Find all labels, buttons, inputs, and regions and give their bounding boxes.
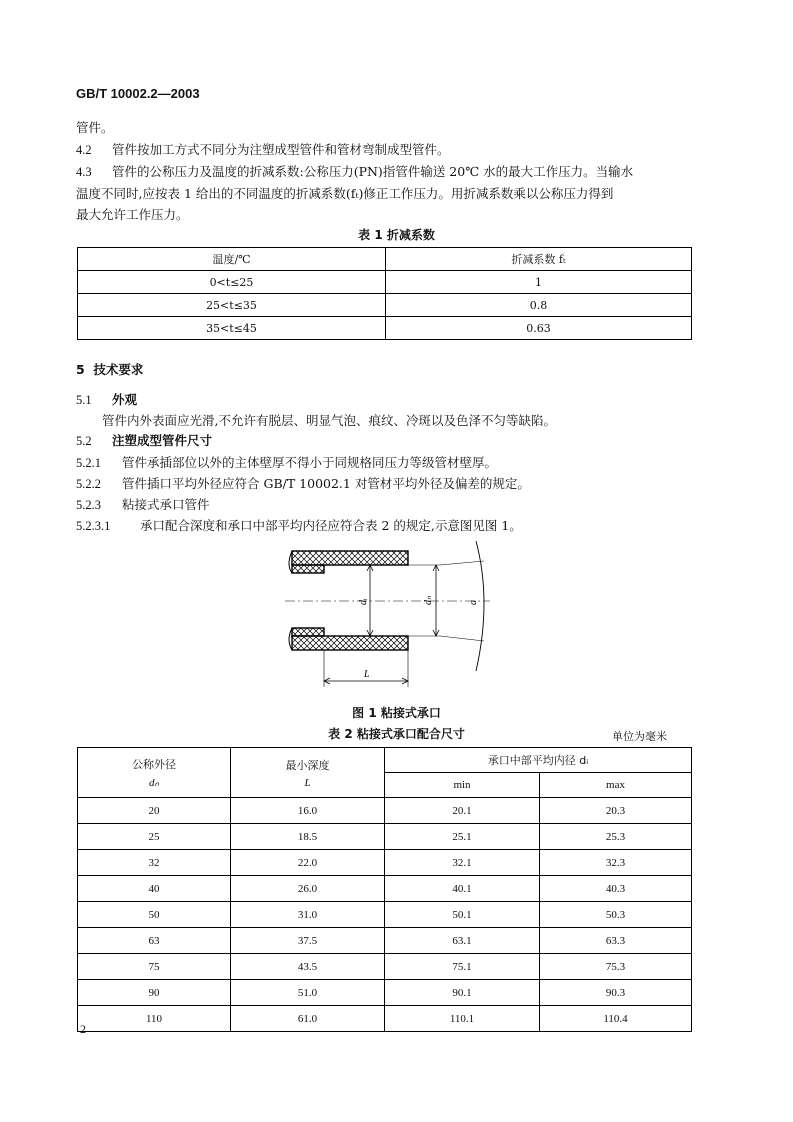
clause-text: 管件承插部位以外的主体壁厚不得小于同规格同压力等级管材壁厚。 [122,455,498,470]
clause-text: 承口配合深度和承口中部平均内径应符合表 2 的规定,示意图见图 1。 [140,518,522,533]
section-5-heading [76,360,143,378]
clause-4-2 [76,140,450,160]
section-number: 5.1 [76,393,92,407]
table1 [77,247,692,340]
label-L: L [364,669,370,680]
continued-paragraph: 管件。 [76,120,114,135]
socket-wall-bottom [292,628,408,650]
table-cell: 110 [78,1006,231,1032]
table-cell: 32.1 [385,850,540,876]
section-5-2-heading [76,431,212,449]
clause-number: 5.2.3 [76,498,101,512]
table-cell: 110.4 [540,1006,692,1032]
table-cell: 63.1 [385,928,540,954]
section-title: 注塑成型管件尺寸 [112,433,213,448]
table-header-cell [78,748,231,798]
table-row [78,1006,692,1032]
table-header-cell: min [385,773,540,798]
table-cell: 25 [78,824,231,850]
table-row [78,954,692,980]
table-cell: 75.1 [385,954,540,980]
table-cell: 25.1 [385,824,540,850]
table-row [78,317,692,340]
table-cell: 1 [386,271,692,294]
clause-5-2-3-1 [76,516,522,536]
table-cell: 90.1 [385,980,540,1006]
label-di: dᵢ [358,598,369,605]
table-cell: 32.3 [540,850,692,876]
table-row [78,294,692,317]
label-dn: dₙ [423,596,434,605]
table-cell: 16.0 [231,798,385,824]
clause-number: 4.2 [76,143,92,157]
clause-5-2-1 [76,453,497,473]
table-cell: 90 [78,980,231,1006]
clause-5-2-3 [76,495,210,515]
table-cell: 25.3 [540,824,692,850]
clause-4-3-line1 [76,162,633,182]
table-cell: 40.1 [385,876,540,902]
figure1-caption: 图 1 粘接式承口 [352,706,441,720]
table-cell: 20 [78,798,231,824]
table-cell: 63 [78,928,231,954]
clause-number: 4.3 [76,165,92,179]
table-cell: 50.1 [385,902,540,928]
table2-caption: 表 2 粘接式承口配合尺寸 [328,727,465,741]
clause-text: 管件的公称压力及温度的折减系数:公称压力(PN)指管件输送 20℃ 水的最大工作压力。当输水 [112,164,634,179]
table-cell: 75.3 [540,954,692,980]
table-row [78,980,692,1006]
clause-number: 5.2.3.1 [76,519,111,533]
table-header-row [78,748,692,773]
table-cell: 63.3 [540,928,692,954]
table-cell: 18.5 [231,824,385,850]
table-cell: 50 [78,902,231,928]
table-cell: 31.0 [231,902,385,928]
table-row [78,928,692,954]
header-depth-symbol: L [304,776,311,789]
section-title: 技术要求 [93,362,144,377]
table2-unit: 单位为毫米 [612,730,667,743]
header-outer-diameter: 公称外径 [132,758,176,771]
table-cell: 32 [78,850,231,876]
table-cell: 0<t≤25 [78,271,386,294]
table-header-row [78,248,692,271]
table-cell: 61.0 [231,1006,385,1032]
section-number: 5.2 [76,434,92,448]
clause-text: 粘接式承口管件 [122,497,210,512]
table-header-cell [231,748,385,798]
section-5-1-heading [76,390,137,408]
table-cell: 0.63 [386,317,692,340]
section-number: 5 [76,362,85,377]
table-cell: 50.3 [540,902,692,928]
table1-caption: 表 1 折减系数 [358,228,435,242]
table-cell: 40 [78,876,231,902]
table-cell: 75 [78,954,231,980]
angle-arc [476,541,484,671]
clause-text: 管件按加工方式不同分为注塑成型管件和管材弯制成型管件。 [112,142,450,157]
table-row [78,798,692,824]
header-min-depth: 最小深度 [285,758,330,772]
table-cell: 90.3 [540,980,692,1006]
table-cell: 35<t≤45 [78,317,386,340]
table-cell: 22.0 [231,850,385,876]
socket-wall-top [292,551,408,573]
table-header-cell: max [540,773,692,798]
section-5-1-text: 管件内外表面应光滑,不允许有脱层、明显气泡、痕纹、冷斑以及色泽不匀等缺陷。 [102,413,556,428]
label-a: a [468,600,479,605]
page-number: 2 [80,1022,86,1036]
clause-number: 5.2.1 [76,456,101,470]
clause-4-3-line2: 温度不同时,应按表 1 给出的不同温度的折减系数(fₜ)修正工作压力。用折减系数乘以公称压力得到 [76,186,614,201]
table-cell: 51.0 [231,980,385,1006]
table-row [78,902,692,928]
table-row [78,271,692,294]
figure1-diagram [280,535,500,695]
table-row [78,850,692,876]
table-cell: 20.1 [385,798,540,824]
clause-5-2-2 [76,474,530,494]
table2 [77,747,692,1032]
clause-text: 管件插口平均外径应符合 GB/T 10002.1 对管材平均外径及偏差的规定。 [122,476,530,491]
table-cell: 43.5 [231,954,385,980]
table-cell: 0.8 [386,294,692,317]
header-outer-symbol: dₙ [149,777,159,789]
table-header-cell: 折减系数 fₜ [386,248,692,271]
table-row [78,824,692,850]
table-cell: 25<t≤35 [78,294,386,317]
standard-number: GB/T 10002.2—2003 [76,86,200,101]
table-header-cell: 承口中部平均内径 dᵢ [385,748,692,773]
table-header-cell: 温度/℃ [78,248,386,271]
section-title: 外观 [112,392,138,407]
clause-4-3-line3: 最大允许工作压力。 [76,207,189,222]
clause-number: 5.2.2 [76,477,101,491]
table-cell: 110.1 [385,1006,540,1032]
table-cell: 40.3 [540,876,692,902]
table-cell: 20.3 [540,798,692,824]
table-row [78,876,692,902]
table-cell: 37.5 [231,928,385,954]
table-cell: 26.0 [231,876,385,902]
